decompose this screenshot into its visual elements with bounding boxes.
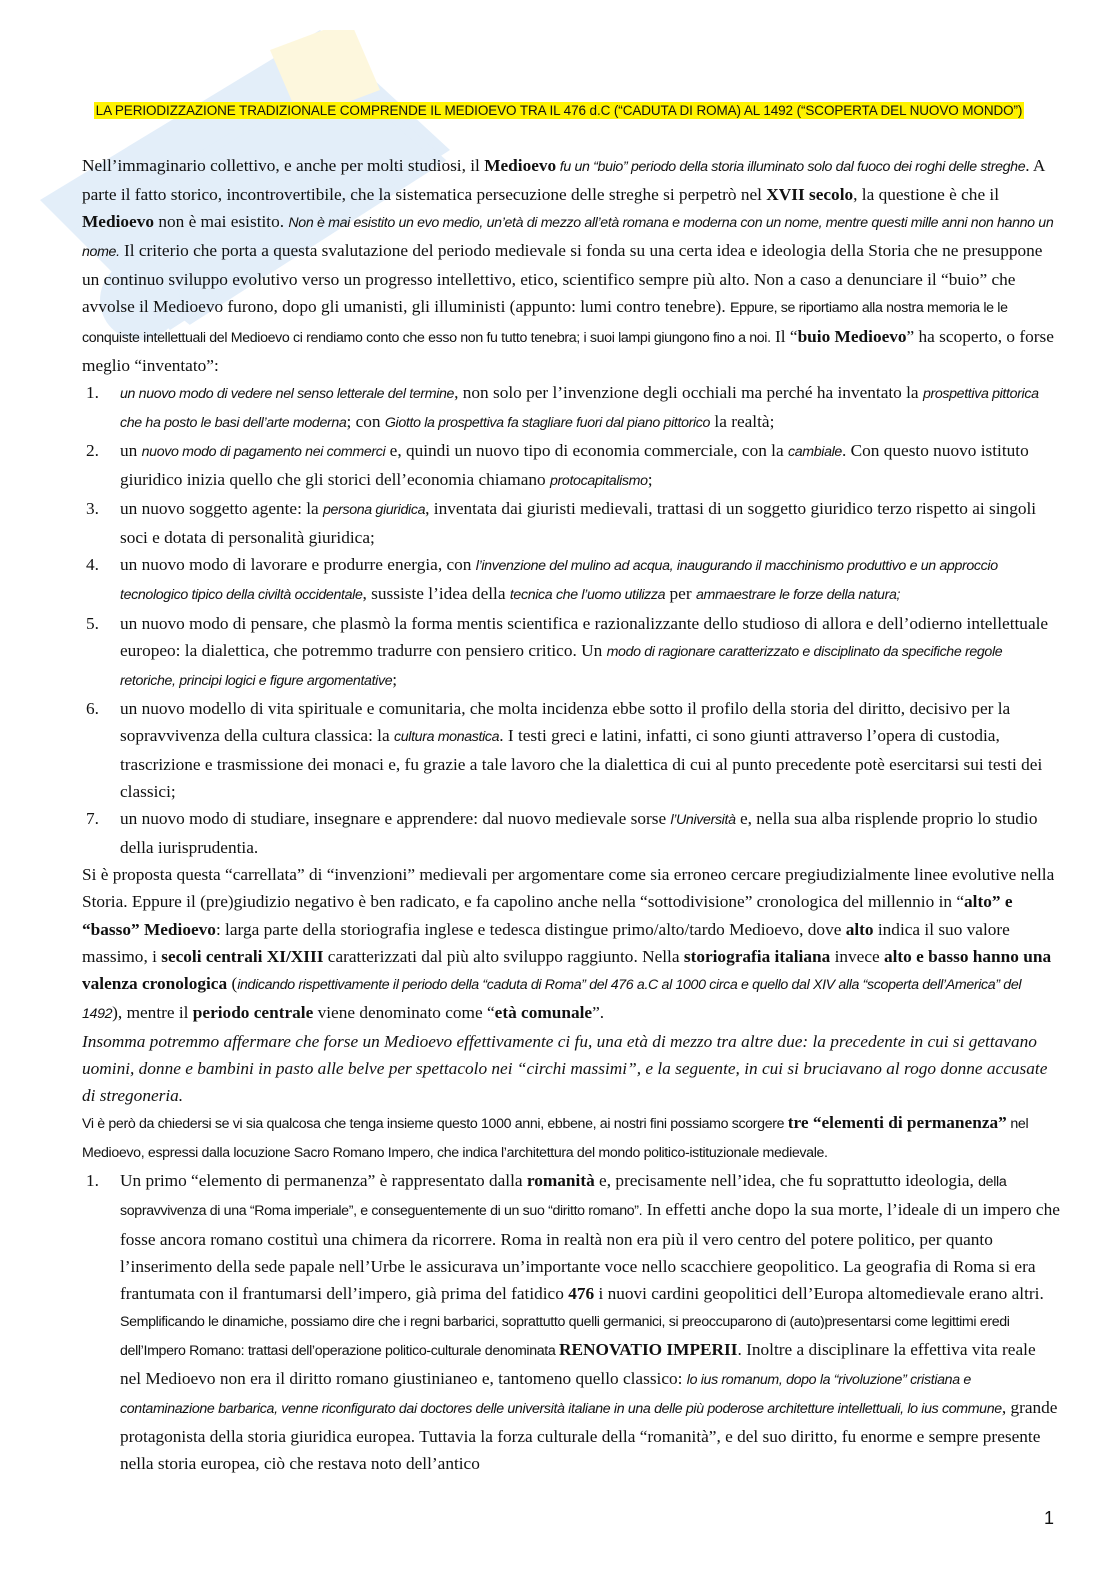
list-item: 3. un nuovo soggetto agente: la persona giuridica, inventata dai giuristi medievali, trattasi di un soggetto giuridico terzo rispetto ai singoli soci e dotata di personalità giuridica; (86, 499, 1037, 548)
list-item: 6. un nuovo modello di vita spirituale e comunitaria, che molta incidenza ebbe sotto il profilo della storia del diritto, decisivo per la sopravvivenza della cultura classica: la cultura monastica. I testi greci e latini, infatti, ci sono giunti attraverso l’opera di custodia, trascrizione e trasmissione dei monaci e, fu grazie a tale lavoro che la dialettica di cui al punto precedente potè esercitarsi sui testi dei classici; (86, 698, 1043, 802)
document-body (82, 152, 1060, 1477)
paragraph-conclusion: Insomma potremmo affermare che forse un Medioevo effettivamente ci fu, una età di mezzo tra altre due: la precedente in cui si gettavano uomini, donne e bambini in pasto alle belve per spettacolo nei “circhi massimi”, e la seguente, in cui si bruciavano al rogo donne accusate di stregoneria. (82, 1031, 1048, 1106)
permanence-list (82, 1167, 1060, 1477)
paragraph-intro: Nell’immaginario collettivo, e anche per molti studiosi, il Medioevo fu un “buio” periodo della storia illuminato solo dal fuoco dei roghi delle streghe. A parte il fatto storico, incontrovertibile, che la sistematica persecuzione delle streghe si perpetrò nel XVII secolo, la questione è che il Medioevo non è mai esistito. Non è mai esistito un evo medio, un’età di mezzo all’età romana e moderna con un nome, mentre questi mille anni non hanno un nome. Il criterio che porta a questa svalutazione del periodo medievale si fonda su una certa idea e ideologia della Storia che ne presuppone un continuo sviluppo evolutivo verso un progresso intellettivo, etico, scientifico sempre più alto. Non a caso a denunciare il “buio” che avvolse il Medioevo furono, dopo gli umanisti, gli illuministi (appunto: lumi contro tenebre). Eppure, se riportiamo alla nostra memoria le le conquiste intellettuali del Medioevo ci rendiamo conto che esso non fu tutto tenebra; i suoi lampi giungono fino a noi. Il “buio Medioevo” ha scoperto, o forse meglio “inventato”: (82, 156, 1054, 375)
list-item: 2. un nuovo modo di pagamento nei commerci e, quindi un nuovo tipo di economia commerciale, con la cambiale. Con questo nuovo istituto giuridico inizia quello che gli storici dell’economia chiamano protocapitalismo; (86, 440, 1029, 490)
paragraph-periodization: Si è proposta questa “carrellata” di “invenzioni” medievali per argomentare come sia erroneo cercare pregiudizialmente linee evolutive nella Storia. Eppure il (pre)giudizio negativo è ben radicato, e fa capolino anche nella “sottodivisione” cronologica del millennio in “alto” e “basso” Medioevo: larga parte della storiografia inglese e tedesca distingue primo/alto/tardo Medioevo, dove alto indica il suo valore massimo, i secoli centrali XI/XIII caratterizzati dal più alto sviluppo raggiunto. Nella storiografia italiana invece alto e basso hanno una valenza cronologica (indicando rispettivamente il periodo della “caduta di Roma” del 476 a.C al 1000 circa e quello dal XIV alla “scoperta dell’America” del 1492), mentre il periodo centrale viene denominato come “età comunale”. (82, 865, 1055, 1022)
list-item: 1. Un primo “elemento di permanenza” è rappresentato dalla romanità e, precisamente nell’idea, che fu soprattutto ideologia, della sopravvivenza di una “Roma imperiale”, e conseguentemente di un suo “diritto romano”. In effetti anche dopo la sua morte, l’ideale di un impero che fosse ancora romano costituì una chimera da ricorrere. Roma in realtà non era più il vero centro del potere politico, per quanto l’inserimento della sede papale nell’Urbe le assicurava un’importante voce nello scacchiere geopolitico. La geografia di Roma si era frantumata con il frantumarsi dell’impero, già prima del fatidico 476 i nuovi cardini geopolitici dell’Europa altomedievale erano altri. Semplificando le dinamiche, possiamo dire che i regni barbarici, soprattutto quelli germanici, si preoccuparono di (auto)presentarsi come legittimi eredi dell’Impero Romano: trattasi dell’operazione politico-culturale denominata RENOVATIO IMPERII. Inoltre a disciplinare la effettiva vita reale nel Medioevo non era il diritto romano giustinianeo e, tantomeno quello classico: lo ius romanum, dopo la “rivoluzione” cristiana e contaminazione barbarica, venne riconfigurato dai doctores delle università italiane in una delle più poderose architetture intellettuali, lo ius commune, grande protagonista della storia giuridica europea. Tuttavia la forza culturale della “romanità”, e del suo diritto, fu enorme e sempre presente nella storia europea, ciò che restava noto dell’antico (86, 1171, 1060, 1474)
list-item: 5. un nuovo modo di pensare, che plasmò la forma mentis scientifica e razionalizzante dello studioso di allora e dell’odierno intellettuale europeo: la dialettica, che potremmo tradurre con pensiero critico. Un modo di ragionare caratterizzato e disciplinato da specifiche regole retoriche, principi logici e figure argomentative; (86, 613, 1049, 689)
document-title (0, 103, 1118, 118)
page-number: 1 (1043, 1508, 1054, 1528)
list-item: 1. un nuovo modo di vedere nel senso letterale del termine, non solo per l’invenzione degli occhiali ma perché ha inventato la prospettiva pittorica che ha posto le basi dell’arte moderna; con Giotto la prospettiva fa stagliare fuori dal piano pittorico la realtà; (86, 382, 1039, 431)
inventions-list (82, 379, 1060, 862)
list-item: 4. un nuovo modo di lavorare e produrre energia, con l’invenzione del mulino ad acqua, inaugurando il macchinismo produttivo e un approccio tecnologico tipico della civiltà occidentale, sussiste l’idea della tecnica che l’uomo utilizza per ammaestrare le forze della natura; (86, 555, 998, 604)
list-item: 7. un nuovo modo di studiare, insegnare e apprendere: dal nuovo medievale sorse l’Università e, nella sua alba risplende proprio lo studio della iurisprudentia. (86, 809, 1038, 858)
paragraph-permanence: Vi è però da chiedersi se vi sia qualcosa che tenga insieme questo 1000 anni, ebbene, ai nostri fini possiamo scorgere tre “elementi di permanenza” nel Medioevo, espressi dalla locuzione Sacro Romano Impero, che indica l’architettura del mondo politico-istituzionale medievale. (82, 1113, 1029, 1162)
title-highlight: LA PERIODIZZAZIONE TRADIZIONALE COMPRENDE IL MEDIOEVO TRA IL 476 d.C (“CADUTA DI ROMA) AL 1492 (“SCOPERTA DEL NUOVO MONDO”) (95, 103, 1023, 118)
